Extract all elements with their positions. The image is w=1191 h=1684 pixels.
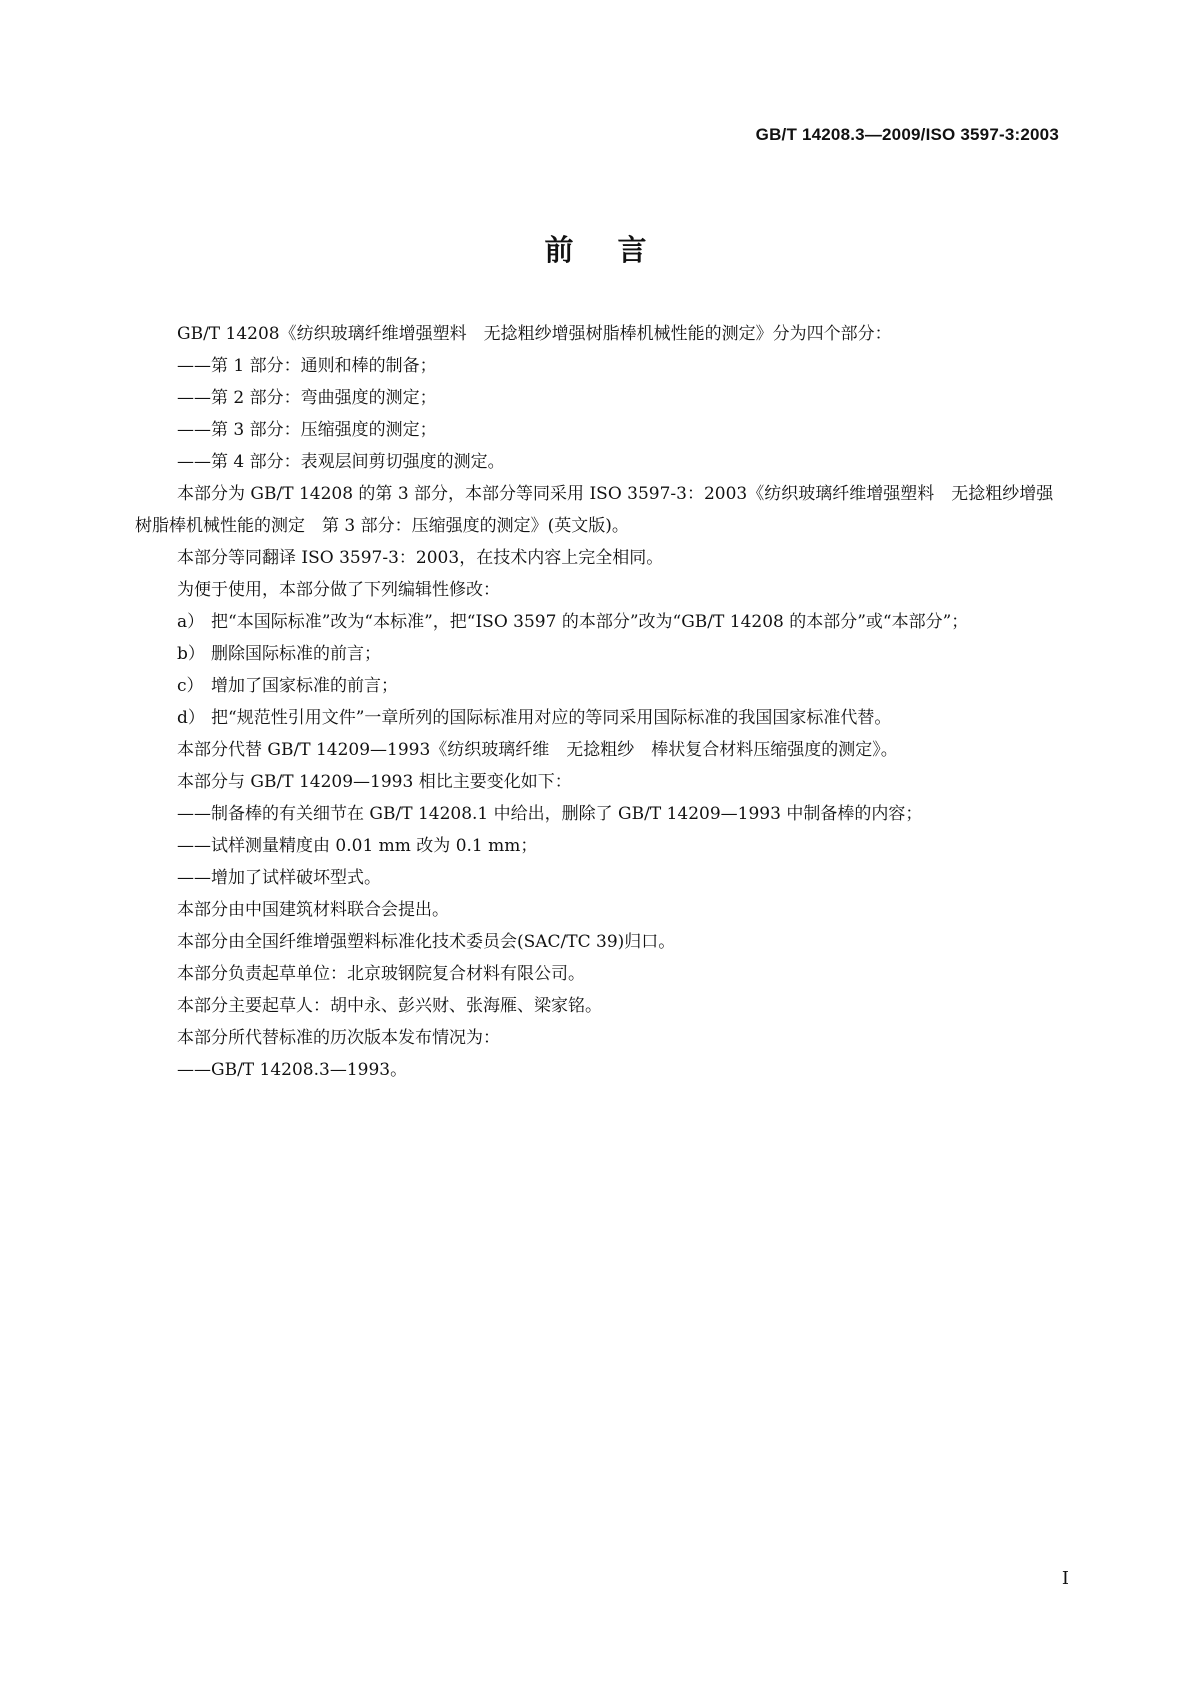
- translation-paragraph: 本部分等同翻译 ISO 3597-3：2003，在技术内容上完全相同。: [177, 548, 664, 568]
- change-list-item: ——制备棒的有关细节在 GB/T 14208.1 中给出，删除了 GB/T 14209—1993 中制备棒的内容；: [177, 804, 923, 824]
- foreword-body: [135, 318, 1061, 1086]
- history-list-item: ——GB/T 14208.3—1993。: [177, 1060, 408, 1080]
- part-list-item: ——第 4 部分：表观层间剪切强度的测定。: [177, 452, 505, 472]
- change-list-item: ——增加了试样破坏型式。: [177, 868, 381, 888]
- list-marker: b）: [177, 644, 205, 664]
- standard-code-header: GB/T 14208.3—2009/ISO 3597-3:2003: [755, 125, 1059, 144]
- drafting-unit-paragraph: 本部分负责起草单位：北京玻钢院复合材料有限公司。: [177, 964, 585, 984]
- edit-list-item: [135, 670, 1061, 702]
- change-list-item: ——试样测量精度由 0.01 mm 改为 0.1 mm；: [177, 836, 538, 856]
- edit-list-item: [135, 606, 1061, 638]
- part-list-item: ——第 2 部分：弯曲强度的测定；: [177, 388, 437, 408]
- page-number: I: [1061, 1568, 1069, 1589]
- page-title: 前言: [544, 233, 691, 267]
- edit-text: 增加了国家标准的前言；: [211, 676, 398, 696]
- replaces-paragraph: 本部分代替 GB/T 14209—1993《纺织玻璃纤维 无捻粗纱 棒状复合材料压缩强度的测定》。: [177, 740, 898, 760]
- edit-list-item: [135, 638, 1061, 670]
- list-marker: c）: [177, 676, 204, 696]
- history-intro-paragraph: 本部分所代替标准的历次版本发布情况为：: [177, 1028, 500, 1048]
- managed-by-paragraph: 本部分由全国纤维增强塑料标准化技术委员会(SAC/TC 39)归口。: [177, 932, 676, 952]
- intro-paragraph: GB/T 14208《纺织玻璃纤维增强塑料 无捻粗纱增强树脂棒机械性能的测定》分为四个部分：: [177, 324, 892, 344]
- edit-text: 删除国际标准的前言；: [211, 644, 381, 664]
- list-marker: d）: [177, 708, 205, 728]
- part-list-item: ——第 1 部分：通则和棒的制备；: [177, 356, 437, 376]
- drafters-paragraph: 本部分主要起草人：胡中永、彭兴财、张海雁、梁家铭。: [177, 996, 602, 1016]
- list-marker: a）: [177, 612, 205, 632]
- adoption-paragraph: 本部分为 GB/T 14208 的第 3 部分，本部分等同采用 ISO 3597-3：2003《纺织玻璃纤维增强塑料 无捻粗纱增强树脂棒机械性能的测定 第 3 部分：压缩强度的测定》(英文版)。: [135, 484, 1054, 536]
- part-list-item: ——第 3 部分：压缩强度的测定；: [177, 420, 437, 440]
- edits-intro-paragraph: 为便于使用，本部分做了下列编辑性修改：: [177, 580, 500, 600]
- edit-list-item: [135, 702, 1061, 734]
- proposed-by-paragraph: 本部分由中国建筑材料联合会提出。: [177, 900, 449, 920]
- changes-intro-paragraph: 本部分与 GB/T 14209—1993 相比主要变化如下：: [177, 772, 572, 792]
- edit-text: 把“本国际标准”改为“本标准”，把“ISO 3597 的本部分”改为“GB/T 14208 的本部分”或“本部分”；: [211, 612, 969, 632]
- edit-text: 把“规范性引用文件”一章所列的国际标准用对应的等同采用国际标准的我国国家标准代替。: [211, 708, 892, 728]
